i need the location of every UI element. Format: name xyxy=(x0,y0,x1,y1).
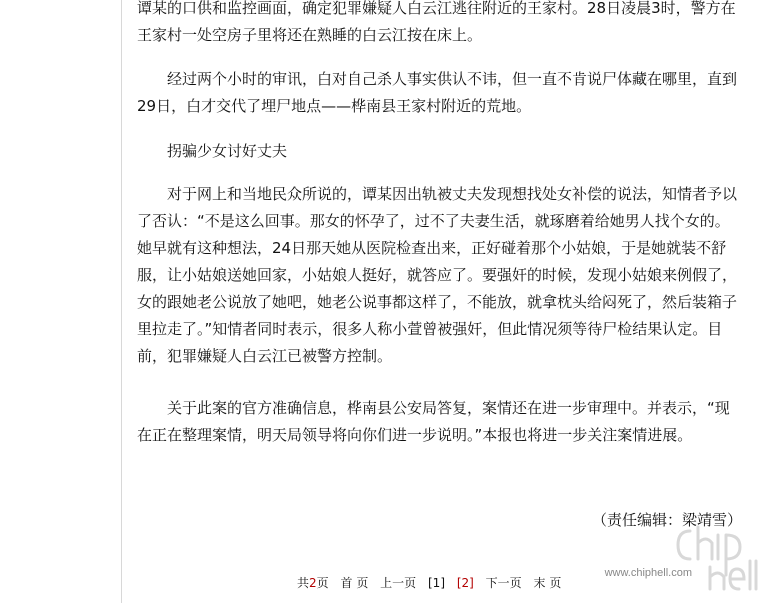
page-2-link[interactable]: [2] xyxy=(456,576,474,590)
article-paragraph: 对于网上和当地民众所说的，谭某因出轨被丈夫发现想找处女补偿的说法，知情者予以了否认：“不是这么回事。那女的怀孕了，过不了夫妻生活，就琢磨着给她男人找个女的。她早就有这种想法，24日那天她从医院检查出来，正好碰着那个小姑娘，于是她就装不舒服，让小姑娘送她回家，小姑娘人挺好，就答应了。要强奸的时候，发现小姑娘来例假了，女的跟她老公说放了她吧，她老公说事都这样了，不能放，就拿枕头给闷死了，然后装箱子里拉走了。”知情者同时表示，很多人称小萱曾被强奸，但此情况须等待尸检结果认定。目前，犯罪嫌疑人白云江已被警方控制。 xyxy=(137,185,738,365)
next-page-link[interactable]: 下一页 xyxy=(485,576,522,590)
page-count-suffix: 页 xyxy=(316,576,329,590)
responsible-editor: （责任编辑：梁靖雪） xyxy=(591,511,742,529)
pagination xyxy=(297,574,569,591)
last-page-link[interactable]: 末 页 xyxy=(533,576,562,590)
prev-page-link[interactable]: 上一页 xyxy=(380,576,417,590)
chiphell-site-watermark: www.chiphell.com xyxy=(604,567,692,579)
article-paragraph: 关于此案的官方准确信息，桦南县公安局答复，案情还在进一步审理中。并表示，“现在正在整理案情，明天局领导将向你们进一步说明。”本报也将进一步关注案情进展。 xyxy=(137,399,730,444)
page-1-link[interactable]: [1] xyxy=(428,576,445,590)
page-count xyxy=(297,576,329,590)
article-paragraph: 经过两个小时的审讯，白对自己杀人事实供认不讳，但一直不肯说尸体藏在哪里，直到29日，白才交代了埋尸地点——桦南县王家村附近的荒地。 xyxy=(137,70,738,115)
left-margin-rule xyxy=(121,0,122,603)
page-count-number: 2 xyxy=(309,576,317,590)
page-count-prefix: 共 xyxy=(297,576,310,590)
chiphell-logo-watermark xyxy=(590,521,760,593)
section-subheading: 拐骗少女讨好丈夫 xyxy=(167,142,288,160)
article-paragraph: 谭某的口供和监控画面，确定犯罪嫌疑人白云江逃往附近的王家村。28日凌晨3时，警方在王家村一处空房子里将还在熟睡的白云江按在床上。 xyxy=(137,0,736,44)
first-page-link[interactable]: 首 页 xyxy=(340,576,369,590)
